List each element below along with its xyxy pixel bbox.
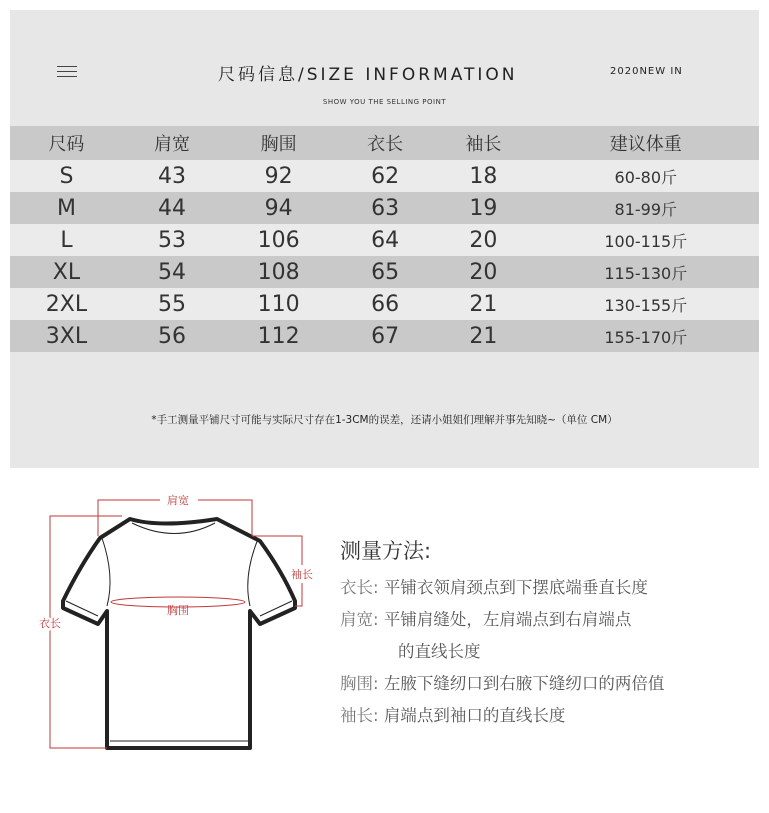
table-cell: 43 — [123, 160, 221, 192]
table-cell: L — [10, 224, 123, 256]
table-cell: 67 — [336, 320, 434, 352]
table-cell: 63 — [336, 192, 434, 224]
table-cell: XL — [10, 256, 123, 288]
col-header: 袖长 — [434, 126, 532, 160]
table-cell: 130-155斤 — [533, 288, 759, 320]
chest-label: 胸围 — [167, 604, 189, 617]
method-item-cont: 的直线长度 — [398, 642, 481, 661]
measurement-method — [340, 535, 664, 737]
table-row — [10, 224, 759, 256]
method-item: 胸围: 左腋下缝纫口到右腋下缝纫口的两倍值 — [340, 674, 665, 693]
length-label: 衣长 — [39, 617, 61, 630]
table-header — [10, 126, 759, 160]
col-header: 胸围 — [221, 126, 336, 160]
table-row — [10, 256, 759, 288]
table-cell: 64 — [336, 224, 434, 256]
col-header: 尺码 — [10, 126, 123, 160]
col-header: 肩宽 — [123, 126, 221, 160]
table-cell: 81-99斤 — [533, 192, 759, 224]
table-cell: 21 — [434, 320, 532, 352]
new-in-tag: 2020NEW IN — [610, 66, 683, 77]
table-cell: 20 — [434, 256, 532, 288]
table-row — [10, 288, 759, 320]
sleeve-label: 袖长 — [291, 568, 313, 581]
tshirt-diagram — [10, 476, 340, 776]
table-cell: 66 — [336, 288, 434, 320]
table-cell: 44 — [123, 192, 221, 224]
table-cell: 92 — [221, 160, 336, 192]
table-cell: 2XL — [10, 288, 123, 320]
tshirt-outline-icon — [63, 519, 295, 748]
method-item: 肩宽: 平铺肩缝处，左肩端点到右肩端点 — [340, 610, 632, 629]
method-item: 衣长: 平铺衣领肩颈点到下摆底端垂直长度 — [340, 578, 648, 597]
table-cell: 55 — [123, 288, 221, 320]
size-table — [10, 126, 759, 352]
measurement-note: *手工测量平铺尺寸可能与实际尺寸存在1-3CM的误差，还请小姐姐们理解并事先知晓~（单位 CM） — [151, 414, 618, 426]
table-cell: 94 — [221, 192, 336, 224]
table-cell: 65 — [336, 256, 434, 288]
table-cell: 108 — [221, 256, 336, 288]
table-cell: 110 — [221, 288, 336, 320]
table-cell: 3XL — [10, 320, 123, 352]
table-cell: 20 — [434, 224, 532, 256]
table-cell: 60-80斤 — [533, 160, 759, 192]
table-row — [10, 160, 759, 192]
table-cell: 155-170斤 — [533, 320, 759, 352]
table-cell: 21 — [434, 288, 532, 320]
table-cell: S — [10, 160, 123, 192]
table-cell: 112 — [221, 320, 336, 352]
table-cell: 18 — [434, 160, 532, 192]
table-cell: M — [10, 192, 123, 224]
table-cell: 62 — [336, 160, 434, 192]
table-cell: 100-115斤 — [533, 224, 759, 256]
table-row — [10, 320, 759, 352]
table-cell: 56 — [123, 320, 221, 352]
page-title: 尺码信息/SIZE INFORMATION — [218, 65, 518, 85]
col-header: 衣长 — [336, 126, 434, 160]
method-title: 测量方法: — [340, 539, 432, 563]
table-cell: 19 — [434, 192, 532, 224]
table-cell: 53 — [123, 224, 221, 256]
table-cell: 106 — [221, 224, 336, 256]
method-item: 袖长: 肩端点到袖口的直线长度 — [340, 706, 566, 725]
subtitle: SHOW YOU THE SELLING POINT — [322, 98, 447, 106]
table-cell: 115-130斤 — [533, 256, 759, 288]
table-cell: 54 — [123, 256, 221, 288]
col-header: 建议体重 — [533, 126, 759, 160]
menu-icon — [57, 66, 77, 77]
table-row — [10, 192, 759, 224]
shoulder-label: 肩宽 — [167, 494, 189, 507]
